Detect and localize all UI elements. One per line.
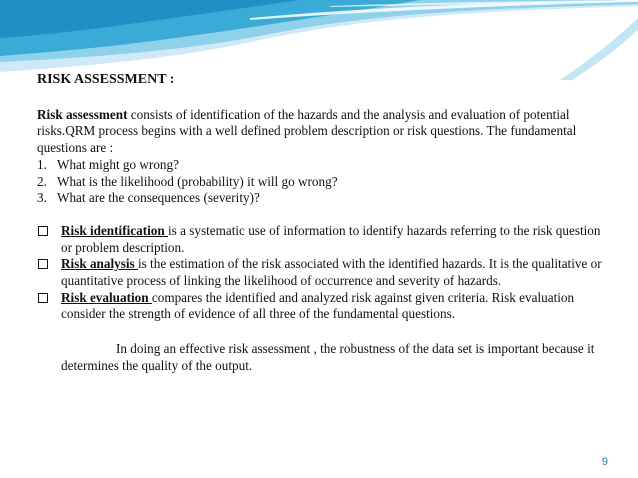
question-text: What is the likelihood (probability) it will go wrong?: [57, 173, 338, 189]
question-text: What might go wrong?: [57, 156, 179, 172]
bullet-text: compares the identified and analyzed risk against given criteria. Risk evaluation consider the strength of evidence of all three of the fundamental questions.: [61, 289, 575, 322]
question-number: 3.: [37, 190, 47, 206]
checkbox-bullet-icon: [38, 293, 48, 303]
checkbox-bullet-icon: [38, 259, 48, 269]
closing-text: In doing an effective risk assessment , the robustness of the data set is important because it determines the quality of the output.: [61, 341, 595, 373]
question-number: 2.: [37, 173, 47, 189]
intro-text: consists of identification of the hazards and the analysis and evaluation of potential risks.QRM process begins with a well defined problem description or risk questions. The fundamental questions are :: [37, 106, 577, 156]
fundamental-questions-list: [37, 157, 607, 207]
question-number: 1.: [37, 156, 47, 172]
intro-paragraph: [37, 107, 607, 157]
closing-paragraph: [37, 341, 607, 374]
bullet-term: Risk identification: [61, 222, 168, 238]
header-swoosh-decoration: [0, 0, 638, 80]
question-item: [37, 190, 607, 207]
bullet-item: [37, 223, 607, 256]
bullet-term: Risk analysis: [61, 256, 138, 272]
question-item: [37, 174, 607, 191]
slide-title: RISK ASSESSMENT :: [37, 72, 175, 87]
bullet-item: [37, 256, 607, 289]
intro-term: Risk assessment: [37, 106, 128, 122]
page-number: 9: [601, 456, 608, 468]
question-text: What are the consequences (severity)?: [57, 190, 260, 206]
bullet-item: [37, 290, 607, 323]
question-item: [37, 157, 607, 174]
bullet-text: is a systematic use of information to identify hazards referring to the risk question or problem description.: [61, 222, 601, 255]
bullet-text: is the estimation of the risk associated with the identified hazards. It is the qualitative or quantitative process of linking the likelihood of occurrence and severity of hazards.: [61, 256, 602, 289]
risk-steps-list: [37, 223, 607, 323]
slide-content: [37, 72, 607, 375]
checkbox-bullet-icon: [38, 226, 48, 236]
bullet-term: Risk evaluation: [61, 289, 152, 305]
